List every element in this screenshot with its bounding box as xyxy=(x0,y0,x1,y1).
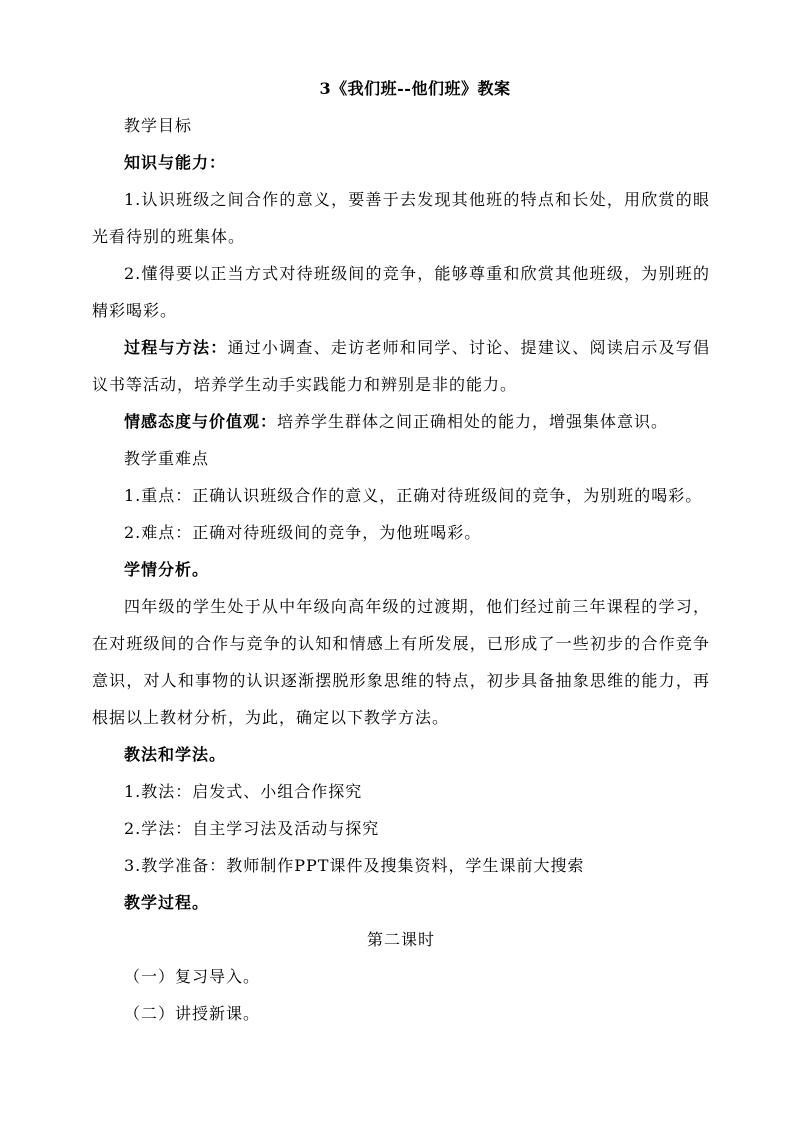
document-title: 3《我们班--他们班》教案 xyxy=(319,79,511,98)
process-method-label: 过程与方法： xyxy=(124,338,228,357)
document-page xyxy=(92,70,710,1032)
process-method-paragraph xyxy=(92,329,710,403)
analysis-heading: 学情分析。 xyxy=(124,560,210,579)
analysis-text: 四年级的学生处于从中年级向高年级的过渡期，他们经过前三年课程的学习，在对班级间的合作与竞争的认知和情感上有所发展，已形成了一些初步的合作竞争意识，对人和事物的认识逐渐摆脱形象思维的特点，初步具备抽象思维的能力，再根据以上教材分析，为此，确定以下教学方法。 xyxy=(92,597,710,727)
key-point-2: 2.难点：正确对待班级间的竞争，为他班喝彩。 xyxy=(124,523,482,542)
knowledge-heading: 知识与能力： xyxy=(124,153,227,172)
attitude-paragraph xyxy=(92,403,710,440)
methods-heading: 教法和学法。 xyxy=(124,745,227,764)
method-item-2: 2.学法：自主学习法及活动与探究 xyxy=(124,819,380,838)
knowledge-item-1: 1.认识班级之间合作的意义，要善于去发现其他班的特点和长处，用欣赏的眼光看待别的班集体。 xyxy=(92,190,710,246)
key-point-1: 1.重点：正确认识班级合作的意义，正确对待班级间的竞争，为别班的喝彩。 xyxy=(124,486,703,505)
method-item-1: 1.教法：启发式、小组合作探究 xyxy=(124,782,363,801)
teaching-process-heading: 教学过程。 xyxy=(124,893,210,912)
key-points-heading: 教学重难点 xyxy=(124,449,210,468)
objectives-heading: 教学目标 xyxy=(124,116,193,135)
knowledge-item-2: 2.懂得要以正当方式对待班级间的竞争，能够尊重和欣赏其他班级，为别班的精彩喝彩。 xyxy=(92,264,710,320)
method-item-3: 3.教学准备：教师制作PPT课件及搜集资料，学生课前大搜索 xyxy=(124,856,585,875)
attitude-label: 情感态度与价值观： xyxy=(124,412,278,431)
attitude-text: 培养学生群体之间正确相处的能力，增强集体意识。 xyxy=(277,412,669,431)
process-method-text: 通过小调查、走访老师和同学、讨论、提建议、阅读启示及写倡议书等活动，培养学生动手实践能力和辨别是非的能力。 xyxy=(92,338,710,394)
step-1: （一）复习导入。 xyxy=(124,967,261,986)
lesson-label: 第二课时 xyxy=(366,930,435,949)
step-2: （二）讲授新课。 xyxy=(124,1004,261,1023)
